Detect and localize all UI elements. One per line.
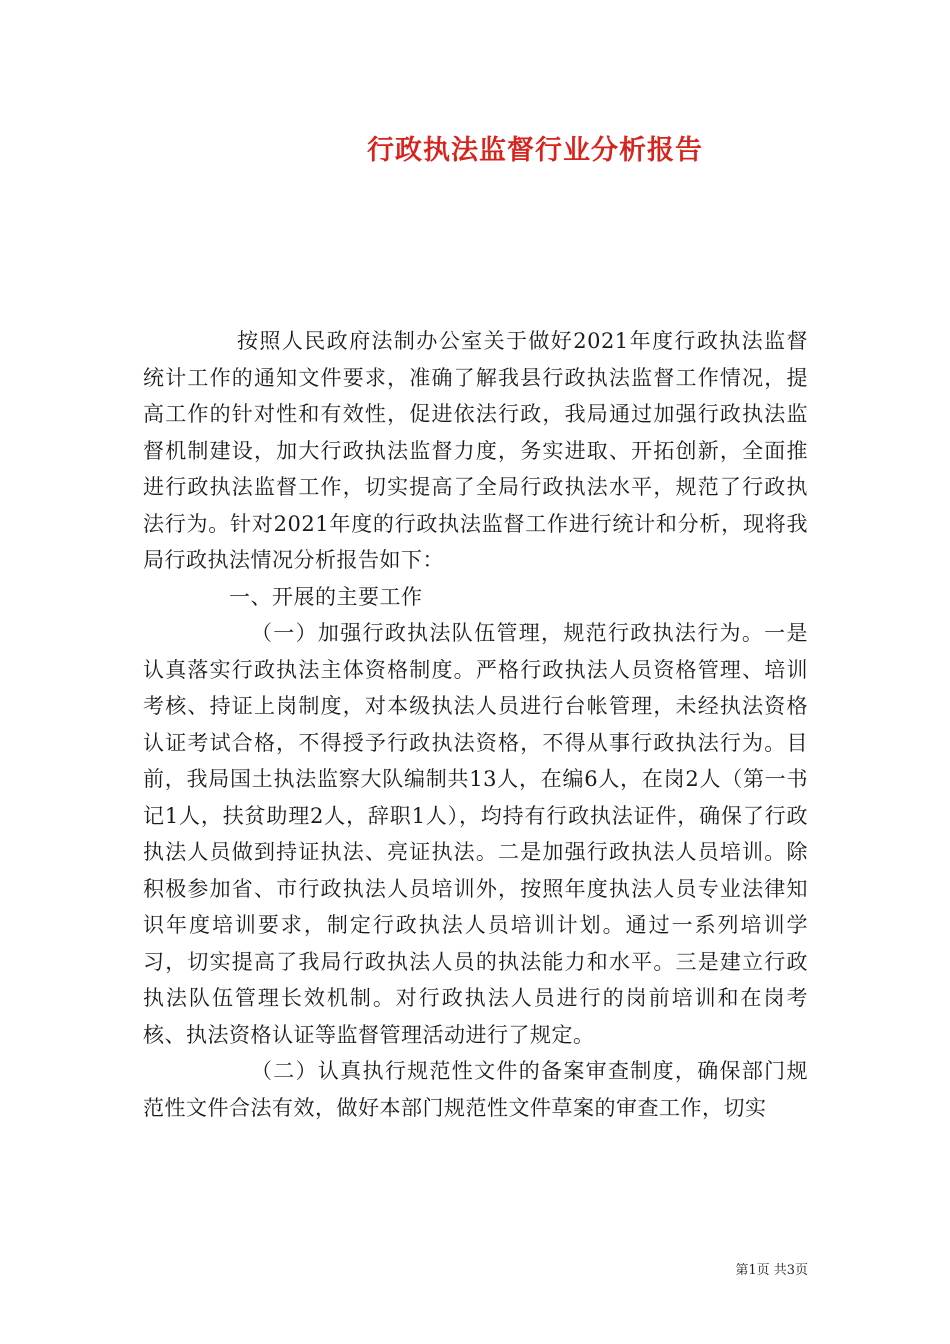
intro-paragraph: 按照人民政府法制办公室关于做好2021年度行政执法监督统计工作的通知文件要求，准确了解我县行政执法监督工作情况，提高工作的针对性和有效性，促进依法行政，我局通过加强行政执法监督机制建设，加大行政执法监督力度，务实进取、开拓创新，全面推进行政执法监督工作，切实提高了全局行政执法水平，规范了行政执法行为。针对2021年度的行政执法监督工作进行统计和分析，现将我局行政执法情况分析报告如下： xyxy=(143,329,808,572)
section-heading: 一、开展的主要工作 xyxy=(229,584,423,609)
document-title: 行政执法监督行业分析报告 xyxy=(367,135,703,166)
document-body xyxy=(143,323,808,1126)
subsection-paragraph-1: （一）加强行政执法队伍管理，规范行政执法行为。一是认真落实行政执法主体资格制度。严格行政执法人员资格管理、培训考核、持证上岗制度，对本级执法人员进行台帐管理，未经执法资格认证考试合格，不得授予行政执法资格，不得从事行政执法行为。目前，我局国土执法监察大队编制共13人，在编6人，在岗2人（第一书记1人，扶贫助理2人，辞职1人），均持有行政执法证件，确保了行政执法人员做到持证执法、亮证执法。二是加强行政执法人员培训。除积极参加省、市行政执法人员培训外，按照年度执法人员专业法律知识年度培训要求，制定行政执法人员培训计划。通过一系列培训学习，切实提高了我局行政执法人员的执法能力和水平。三是建立行政执法队伍管理长效机制。对行政执法人员进行的岗前培训和在岗考核、执法资格认证等监督管理活动进行了规定。 xyxy=(143,621,808,1047)
page-number: 第1页 共3页 xyxy=(735,1263,808,1278)
subsection-paragraph-2: （二）认真执行规范性文件的备案审查制度，确保部门规范性文件合法有效，做好本部门规范性文件草案的审查工作，切实 xyxy=(143,1059,808,1120)
